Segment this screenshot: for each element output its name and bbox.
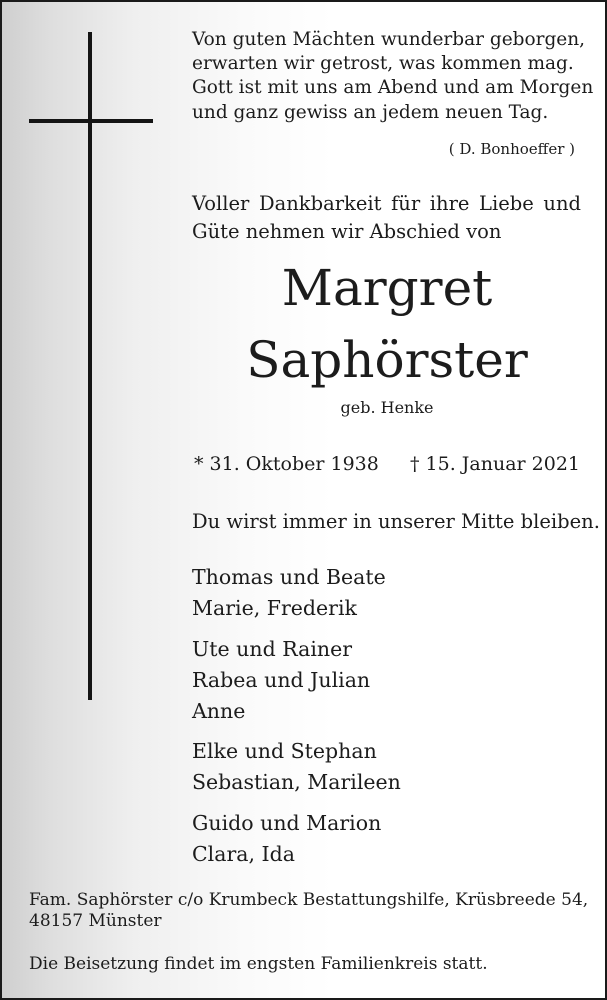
family-group <box>192 634 370 727</box>
poem-line: Gott ist mit uns am Abend und am Morgen <box>192 77 594 99</box>
poem-attribution: ( D. Bonhoeffer ) <box>448 140 575 158</box>
family-line: Clara, Ida <box>192 842 295 866</box>
poem <box>192 28 593 125</box>
family-group <box>192 808 381 870</box>
poem-line: Von guten Mächten wunderbar geborgen, <box>192 29 586 50</box>
family-line: Sebastian, Marileen <box>192 770 401 794</box>
poem-line: und ganz gewiss an jedem neuen Tag. <box>192 101 549 123</box>
cross-icon-vertical-bar <box>88 32 92 700</box>
family-line: Elke und Stephan <box>192 739 377 763</box>
contact-address <box>29 890 588 932</box>
birth-date: * 31. Oktober 1938 <box>194 453 379 475</box>
cross-icon-horizontal-bar <box>29 119 153 123</box>
poem-line: erwarten wir getrost, was kommen mag. <box>192 53 574 75</box>
burial-note: Die Beisetzung findet im engsten Familienkreis statt. <box>29 954 488 974</box>
address-line: Fam. Saphörster c/o Krumbeck Bestattungshilfe, Krüsbreede 54, <box>29 890 589 910</box>
intro-line: Voller Dankbarkeit für ihre Liebe und <box>192 192 581 215</box>
motto: Du wirst immer in unserer Mitte bleiben. <box>192 510 600 533</box>
deceased-last-name: Saphörster <box>246 331 528 389</box>
intro-line: Güte nehmen wir Abschied von <box>192 220 502 243</box>
family-line: Guido und Marion <box>192 811 382 835</box>
address-line: 48157 Münster <box>29 911 162 931</box>
family-line: Thomas und Beate <box>192 565 386 589</box>
family-line: Marie, Frederik <box>192 596 357 620</box>
family-line: Anne <box>192 699 246 723</box>
intro-text <box>192 190 581 246</box>
death-date: † 15. Januar 2021 <box>410 453 581 475</box>
family-line: Ute und Rainer <box>192 637 353 661</box>
family-group <box>192 562 386 624</box>
deceased-first-name: Margret <box>281 259 493 317</box>
family-line: Rabea und Julian <box>192 668 371 692</box>
maiden-name: geb. Henke <box>340 398 434 417</box>
family-group <box>192 736 401 798</box>
